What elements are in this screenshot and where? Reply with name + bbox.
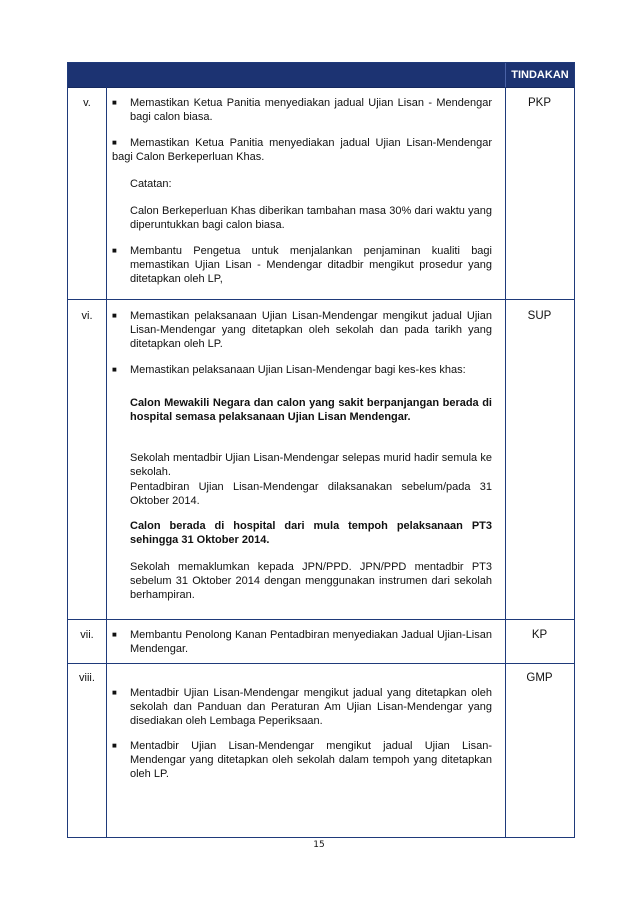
bullet-icon: ■ [112, 98, 117, 107]
row-tindakan: KP [531, 629, 548, 641]
row-text: Pentadbiran Ujian Lisan-Mendengar dilaksanakan sebelum/pada 31 Oktober 2014. [130, 481, 492, 507]
row-text: Sekolah memaklumkan kepada JPN/PPD. JPN/PPD mentadbir PT3 sebelum 31 Oktober 2014 dengan menggunakan instrumen dari sekolah berhampiran. [130, 561, 492, 601]
row-number: vii. [80, 629, 94, 641]
bullet-icon: ■ [112, 311, 117, 320]
row-text: Memastikan pelaksanaan Ujian Lisan-Mendengar bagi kes-kes khas: [130, 364, 466, 376]
bullet-icon: ■ [112, 246, 117, 255]
row-text: Mentadbir Ujian Lisan-Mendengar mengikut jadual Ujian Lisan-Mendengar yang ditetapkan oleh sekolah dalam tempoh yang ditetapkan oleh LP. [130, 740, 492, 780]
special-case-heading: Calon Mewakili Negara dan calon yang sakit berpanjangan berada di hospital semasa pelaksanaan Ujian Lisan Mendengar. [130, 397, 492, 423]
header-tindakan: TINDAKAN [505, 63, 574, 87]
bullet-icon: ■ [112, 630, 117, 639]
bullet-icon: ■ [112, 365, 117, 374]
bullet-icon: ■ [112, 138, 117, 147]
bullet-icon: ■ [112, 741, 117, 750]
row-divider [68, 619, 574, 620]
page-number: 15 [313, 840, 325, 850]
row-text: Mentadbir Ujian Lisan-Mendengar mengikut jadual yang ditetapkan oleh sekolah dan Panduan dan Peraturan Am Ujian Lisan-Mendengar yang disediakan oleh Lembaga Peperiksaan. [130, 687, 492, 727]
special-case-heading: Calon berada di hospital dari mula tempoh pelaksanaan PT3 sehingga 31 Oktober 2014. [130, 520, 492, 546]
row-tindakan: PKP [527, 97, 551, 109]
row-text: Membantu Penolong Kanan Pentadbiran menyediakan Jadual Ujian-Lisan Mendengar. [130, 629, 492, 655]
row-text: Sekolah mentadbir Ujian Lisan-Mendengar selepas murid hadir semula ke sekolah. [130, 452, 492, 478]
row-text: Memastikan Ketua Panitia menyediakan jadual Ujian Lisan-Mendengar bagi Calon Berkeperluan Khas. [112, 137, 492, 163]
row-text: Memastikan pelaksanaan Ujian Lisan-Mendengar mengikut jadual Ujian Lisan-Mendengar yang ditetapkan oleh sekolah dan pada tarikh yang ditetapkan oleh LP. [130, 310, 492, 350]
duties-table [67, 62, 575, 838]
table-header [68, 63, 574, 88]
row-divider [68, 299, 574, 300]
column-divider-num [106, 87, 107, 837]
row-tindakan: SUP [527, 310, 552, 322]
row-number: vi. [81, 310, 93, 322]
row-tindakan: GMP [526, 672, 553, 684]
note-label: Catatan: [130, 178, 172, 190]
note-text: Calon Berkeperluan Khas diberikan tambahan masa 30% dari waktu yang diperuntukkan bagi calon biasa. [130, 205, 492, 231]
row-text: Membantu Pengetua untuk menjalankan penjaminan kualiti bagi memastikan Ujian Lisan - Mendengar ditadbir mengikut prosedur yang ditetapkan oleh LP, [130, 245, 492, 285]
column-divider-tindakan [505, 87, 506, 837]
row-divider [68, 663, 574, 664]
row-text: Memastikan Ketua Panitia menyediakan jadual Ujian Lisan - Mendengar bagi calon biasa. [130, 97, 492, 123]
row-number: viii. [79, 672, 95, 684]
bullet-icon: ■ [112, 688, 117, 697]
row-number: v. [83, 97, 91, 109]
